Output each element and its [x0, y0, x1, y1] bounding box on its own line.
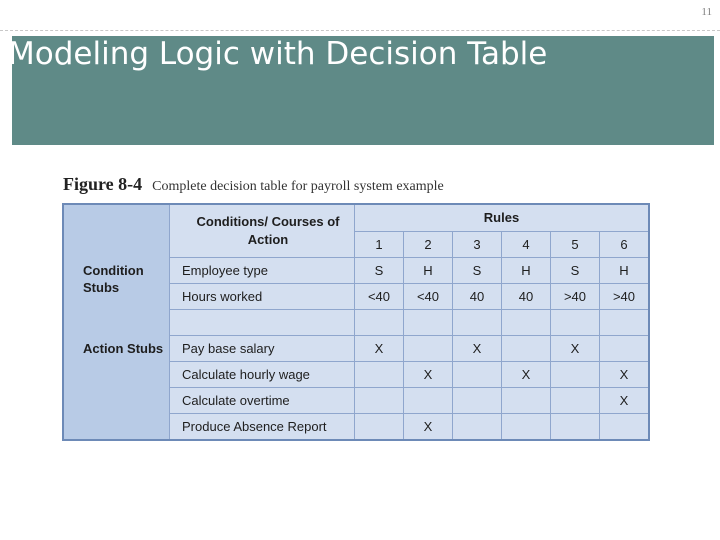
condition-value: H — [600, 258, 650, 284]
condition-value: H — [404, 258, 453, 284]
action-mark — [404, 388, 453, 414]
conditions-header: Conditions/ Courses of Action — [170, 204, 355, 258]
spacer-cell — [551, 310, 600, 336]
decision-table — [62, 203, 650, 441]
header-divider — [0, 30, 720, 31]
action-mark — [502, 336, 551, 362]
slide-title: Modeling Logic with Decision Table — [8, 36, 548, 72]
action-stubs-label: Action Stubs — [63, 336, 170, 441]
action-label: Calculate hourly wage — [170, 362, 355, 388]
action-mark — [600, 336, 650, 362]
action-label: Calculate overtime — [170, 388, 355, 414]
condition-value: 40 — [502, 284, 551, 310]
action-mark — [404, 336, 453, 362]
rule-number: 6 — [600, 232, 650, 258]
action-mark — [551, 388, 600, 414]
condition-value: 40 — [453, 284, 502, 310]
spacer-cell — [502, 310, 551, 336]
figure-description: Complete decision table for payroll system example — [152, 179, 444, 194]
figure-label: Figure 8-4 — [63, 174, 143, 194]
condition-value: <40 — [355, 284, 404, 310]
action-mark: X — [551, 336, 600, 362]
action-mark: X — [453, 336, 502, 362]
condition-stubs-label: Condition Stubs — [63, 258, 170, 336]
action-mark: X — [404, 362, 453, 388]
action-mark: X — [600, 388, 650, 414]
condition-value: <40 — [404, 284, 453, 310]
action-mark: X — [502, 362, 551, 388]
action-mark — [355, 362, 404, 388]
spacer-cell — [355, 310, 404, 336]
action-mark — [453, 414, 502, 441]
action-mark: X — [355, 336, 404, 362]
rule-number: 5 — [551, 232, 600, 258]
action-label: Pay base salary — [170, 336, 355, 362]
action-label: Produce Absence Report — [170, 414, 355, 441]
action-mark — [355, 414, 404, 441]
action-mark — [551, 362, 600, 388]
action-mark: X — [404, 414, 453, 441]
page-number: 11 — [701, 6, 712, 18]
action-mark — [551, 414, 600, 441]
spacer-cell — [453, 310, 502, 336]
figure-caption — [63, 174, 444, 195]
spacer-cell — [404, 310, 453, 336]
action-mark — [453, 362, 502, 388]
condition-value: S — [551, 258, 600, 284]
action-mark: X — [600, 362, 650, 388]
condition-label: Hours worked — [170, 284, 355, 310]
rule-number: 4 — [502, 232, 551, 258]
action-mark — [453, 388, 502, 414]
rules-header: Rules — [355, 204, 650, 232]
condition-value: >40 — [600, 284, 650, 310]
condition-value: S — [355, 258, 404, 284]
spacer-cell — [170, 310, 355, 336]
action-mark — [355, 388, 404, 414]
condition-value: >40 — [551, 284, 600, 310]
rule-number: 3 — [453, 232, 502, 258]
action-mark — [502, 414, 551, 441]
condition-value: H — [502, 258, 551, 284]
spacer-cell — [600, 310, 650, 336]
rule-number: 1 — [355, 232, 404, 258]
action-mark — [502, 388, 551, 414]
stub-header-blank — [63, 204, 170, 258]
condition-value: S — [453, 258, 502, 284]
condition-label: Employee type — [170, 258, 355, 284]
action-mark — [600, 414, 650, 441]
rule-number: 2 — [404, 232, 453, 258]
